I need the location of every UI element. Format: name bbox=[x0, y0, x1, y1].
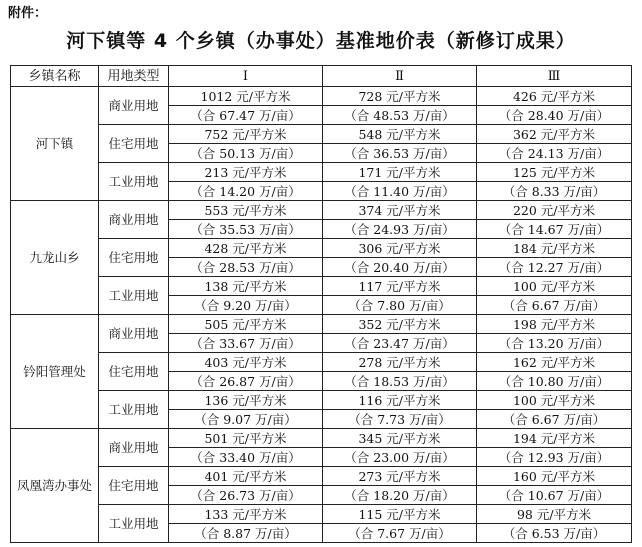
price-per-sqm: 162 元/平方米 bbox=[477, 353, 632, 372]
header-town: 乡镇名称 bbox=[11, 66, 99, 87]
table-row bbox=[11, 239, 632, 258]
land-type: 住宅用地 bbox=[99, 125, 169, 163]
price-per-sqm: 362 元/平方米 bbox=[477, 125, 632, 144]
price-per-sqm: 136 元/平方米 bbox=[169, 391, 323, 410]
price-per-sqm: 116 元/平方米 bbox=[323, 391, 477, 410]
price-per-mu: （合 14.67 万/亩） bbox=[477, 220, 632, 239]
price-per-mu: （合 35.53 万/亩） bbox=[169, 220, 323, 239]
price-per-sqm: 133 元/平方米 bbox=[169, 505, 323, 524]
table-row bbox=[11, 467, 632, 486]
price-per-mu: （合 18.20 万/亩） bbox=[323, 486, 477, 505]
price-per-sqm: 184 元/平方米 bbox=[477, 239, 632, 258]
price-per-sqm: 428 元/平方米 bbox=[169, 239, 323, 258]
price-per-sqm: 100 元/平方米 bbox=[477, 277, 632, 296]
table-row bbox=[11, 277, 632, 296]
price-per-sqm: 345 元/平方米 bbox=[323, 429, 477, 448]
land-type: 工业用地 bbox=[99, 163, 169, 201]
price-per-sqm: 501 元/平方米 bbox=[169, 429, 323, 448]
header-land-type: 用地类型 bbox=[99, 66, 169, 87]
table-row bbox=[11, 163, 632, 182]
price-per-sqm: 403 元/平方米 bbox=[169, 353, 323, 372]
table-row bbox=[11, 391, 632, 410]
price-per-sqm: 138 元/平方米 bbox=[169, 277, 323, 296]
price-per-sqm: 548 元/平方米 bbox=[323, 125, 477, 144]
land-type: 商业用地 bbox=[99, 87, 169, 125]
page-title: 河下镇等 4 个乡镇（办事处）基准地价表（新修订成果） bbox=[66, 30, 576, 52]
price-per-mu: （合 9.20 万/亩） bbox=[169, 296, 323, 315]
price-per-mu: （合 33.40 万/亩） bbox=[169, 448, 323, 467]
price-per-mu: （合 13.20 万/亩） bbox=[477, 334, 632, 353]
attachment-label: 附件： bbox=[8, 6, 48, 21]
price-per-mu: （合 8.87 万/亩） bbox=[169, 524, 323, 543]
table-body bbox=[11, 87, 632, 543]
land-type: 商业用地 bbox=[99, 429, 169, 467]
land-type: 住宅用地 bbox=[99, 239, 169, 277]
price-per-mu: （合 7.80 万/亩） bbox=[323, 296, 477, 315]
price-per-sqm: 306 元/平方米 bbox=[323, 239, 477, 258]
price-per-mu: （合 26.73 万/亩） bbox=[169, 486, 323, 505]
header-grade-1: Ⅰ bbox=[169, 66, 323, 87]
price-per-mu: （合 9.07 万/亩） bbox=[169, 410, 323, 429]
price-per-sqm: 401 元/平方米 bbox=[169, 467, 323, 486]
price-per-mu: （合 23.47 万/亩） bbox=[323, 334, 477, 353]
price-per-mu: （合 8.33 万/亩） bbox=[477, 182, 632, 201]
price-per-sqm: 220 元/平方米 bbox=[477, 201, 632, 220]
price-per-sqm: 752 元/平方米 bbox=[169, 125, 323, 144]
table-row bbox=[11, 125, 632, 144]
price-per-mu: （合 18.53 万/亩） bbox=[323, 372, 477, 391]
price-per-sqm: 1012 元/平方米 bbox=[169, 87, 323, 106]
table-row bbox=[11, 429, 632, 448]
price-per-mu: （合 28.40 万/亩） bbox=[477, 106, 632, 125]
price-per-mu: （合 48.53 万/亩） bbox=[323, 106, 477, 125]
town-name: 九龙山乡 bbox=[11, 201, 99, 315]
price-per-mu: （合 50.13 万/亩） bbox=[169, 144, 323, 163]
land-type: 工业用地 bbox=[99, 277, 169, 315]
price-per-sqm: 117 元/平方米 bbox=[323, 277, 477, 296]
town-name: 凤凰湾办事处 bbox=[11, 429, 99, 543]
price-per-mu: （合 26.87 万/亩） bbox=[169, 372, 323, 391]
price-per-mu: （合 12.93 万/亩） bbox=[477, 448, 632, 467]
land-type: 工业用地 bbox=[99, 391, 169, 429]
table-row bbox=[11, 505, 632, 524]
land-type: 住宅用地 bbox=[99, 353, 169, 391]
land-type: 商业用地 bbox=[99, 315, 169, 353]
town-name: 钤阳管理处 bbox=[11, 315, 99, 429]
price-per-sqm: 160 元/平方米 bbox=[477, 467, 632, 486]
price-per-mu: （合 7.67 万/亩） bbox=[323, 524, 477, 543]
price-per-sqm: 278 元/平方米 bbox=[323, 353, 477, 372]
price-per-sqm: 273 元/平方米 bbox=[323, 467, 477, 486]
price-per-sqm: 100 元/平方米 bbox=[477, 391, 632, 410]
price-per-mu: （合 6.67 万/亩） bbox=[477, 410, 632, 429]
header-grade-3: Ⅲ bbox=[477, 66, 632, 87]
price-per-mu: （合 36.53 万/亩） bbox=[323, 144, 477, 163]
price-per-sqm: 505 元/平方米 bbox=[169, 315, 323, 334]
price-per-sqm: 728 元/平方米 bbox=[323, 87, 477, 106]
table-row bbox=[11, 201, 632, 220]
price-per-mu: （合 23.00 万/亩） bbox=[323, 448, 477, 467]
price-per-mu: （合 14.20 万/亩） bbox=[169, 182, 323, 201]
price-per-mu: （合 33.67 万/亩） bbox=[169, 334, 323, 353]
price-per-mu: （合 67.47 万/亩） bbox=[169, 106, 323, 125]
land-type: 工业用地 bbox=[99, 505, 169, 543]
price-per-sqm: 213 元/平方米 bbox=[169, 163, 323, 182]
price-per-mu: （合 24.93 万/亩） bbox=[323, 220, 477, 239]
price-per-sqm: 198 元/平方米 bbox=[477, 315, 632, 334]
price-per-sqm: 98 元/平方米 bbox=[477, 505, 632, 524]
price-per-mu: （合 6.67 万/亩） bbox=[477, 296, 632, 315]
header-grade-2: Ⅱ bbox=[323, 66, 477, 87]
price-per-mu: （合 10.67 万/亩） bbox=[477, 486, 632, 505]
land-type: 商业用地 bbox=[99, 201, 169, 239]
price-per-sqm: 553 元/平方米 bbox=[169, 201, 323, 220]
table-header-row bbox=[11, 66, 632, 87]
price-per-mu: （合 6.53 万/亩） bbox=[477, 524, 632, 543]
town-name: 河下镇 bbox=[11, 87, 99, 201]
land-price-table bbox=[10, 65, 632, 543]
price-per-sqm: 374 元/平方米 bbox=[323, 201, 477, 220]
price-per-sqm: 352 元/平方米 bbox=[323, 315, 477, 334]
price-per-mu: （合 28.53 万/亩） bbox=[169, 258, 323, 277]
price-per-mu: （合 20.40 万/亩） bbox=[323, 258, 477, 277]
table-row bbox=[11, 353, 632, 372]
price-per-mu: （合 10.80 万/亩） bbox=[477, 372, 632, 391]
price-per-mu: （合 24.13 万/亩） bbox=[477, 144, 632, 163]
table-row bbox=[11, 315, 632, 334]
price-per-mu: （合 7.73 万/亩） bbox=[323, 410, 477, 429]
price-per-sqm: 194 元/平方米 bbox=[477, 429, 632, 448]
land-type: 住宅用地 bbox=[99, 467, 169, 505]
price-per-mu: （合 11.40 万/亩） bbox=[323, 182, 477, 201]
price-per-sqm: 171 元/平方米 bbox=[323, 163, 477, 182]
table-row bbox=[11, 87, 632, 106]
price-per-sqm: 426 元/平方米 bbox=[477, 87, 632, 106]
price-per-sqm: 125 元/平方米 bbox=[477, 163, 632, 182]
price-per-sqm: 115 元/平方米 bbox=[323, 505, 477, 524]
price-per-mu: （合 12.27 万/亩） bbox=[477, 258, 632, 277]
